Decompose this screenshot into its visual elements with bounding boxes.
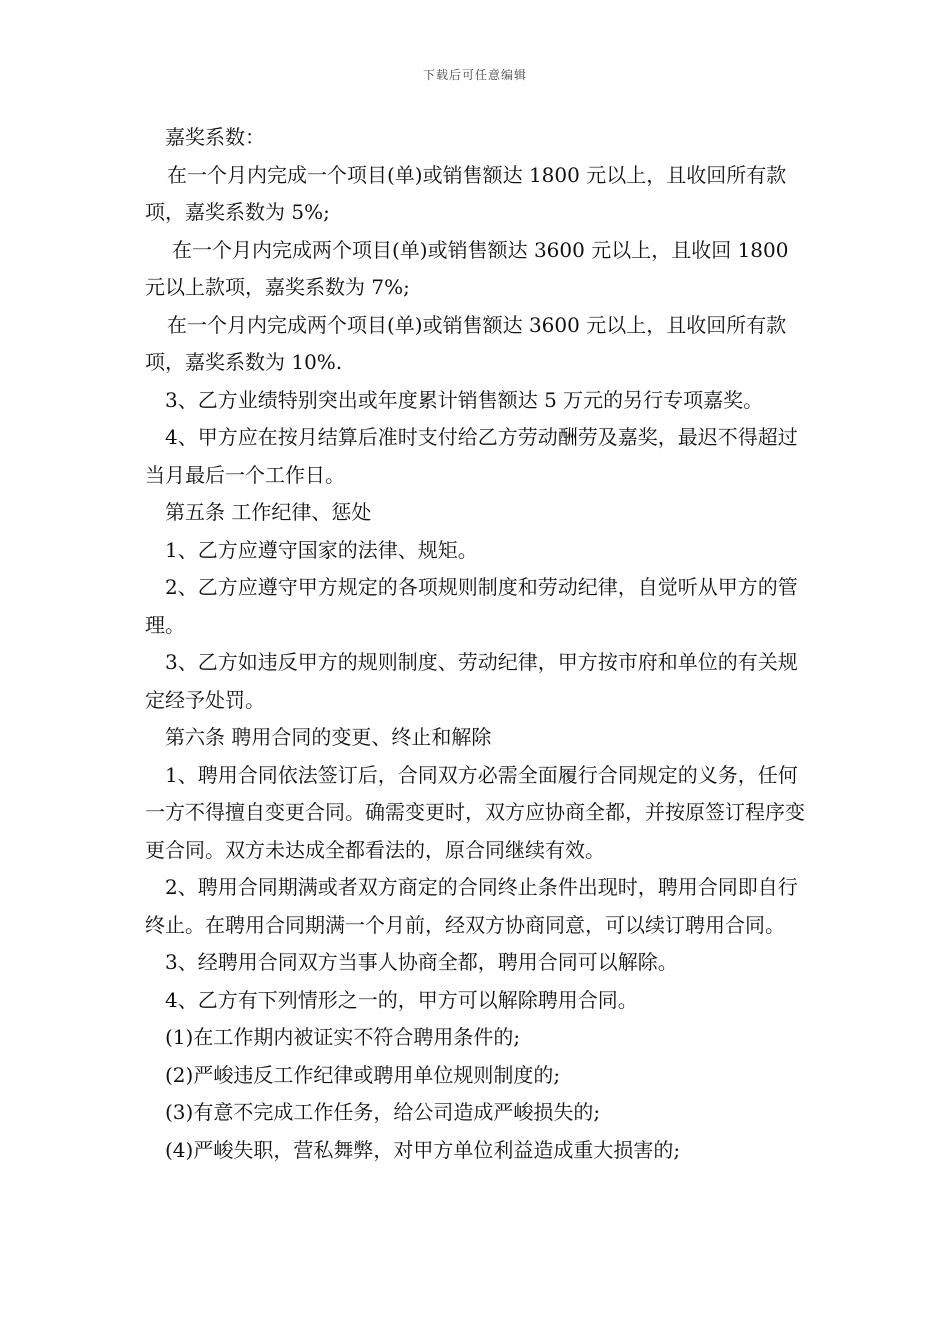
paragraph: 2、聘用合同期满或者双方商定的合同终止条件出现时，聘用合同即自行终止。在聘用合同期满一个月前，经双方协商同意，可以续订聘用合同。 xyxy=(145,875,798,937)
list-item: (3)有意不完成工作任务，给公司造成严峻损失的; xyxy=(165,1100,601,1124)
paragraph: 4、甲方应在按月结算后准时支付给乙方劳动酬劳及嘉奖，最迟不得超过当月最后一个工作日。 xyxy=(145,425,798,487)
section-heading: 第五条 工作纪律、惩处 xyxy=(165,500,372,524)
section-heading: 第六条 聘用合同的变更、终止和解除 xyxy=(165,725,492,749)
paragraph: 在一个月内完成两个项目(单)或销售额达 3600 元以上，且收回所有款项，嘉奖系数为 10%. xyxy=(145,312,787,374)
paragraph: 2、乙方应遵守甲方规定的各项规则制度和劳动纪律，自觉听从甲方的管理。 xyxy=(145,575,798,637)
paragraph: 1、聘用合同依法签订后，合同双方必需全面履行合同规定的义务，任何一方不得擅自变更合同。确需变更时，双方应协商全都，并按原签订程序变更合同。双方未达成全都看法的，原合同继续有效。 xyxy=(145,762,805,862)
list-item: (2)严峻违反工作纪律或聘用单位规则制度的; xyxy=(165,1062,561,1087)
page-header: 下载后可任意编辑 xyxy=(422,68,527,82)
paragraph: 3、经聘用合同双方当事人协商全都，聘用合同可以解除。 xyxy=(165,950,678,974)
paragraph: 在一个月内完成一个项目(单)或销售额达 1800 元以上，且收回所有款项，嘉奖系数为 5%; xyxy=(145,162,787,224)
paragraph: 嘉奖系数： xyxy=(165,125,265,149)
paragraph: 3、乙方业绩特别突出或年度累计销售额达 5 万元的另行专项嘉奖。 xyxy=(165,387,764,412)
list-item: (4)严峻失职，营私舞弊，对甲方单位利益造成重大损害的; xyxy=(165,1137,681,1162)
paragraph: 4、乙方有下列情形之一的，甲方可以解除聘用合同。 xyxy=(165,987,638,1012)
paragraph: 3、乙方如违反甲方的规则制度、劳动纪律，甲方按市府和单位的有关规定经予处罚。 xyxy=(145,650,798,712)
list-item: (1)在工作期内被证实不符合聘用条件的; xyxy=(165,1025,521,1049)
paragraph: 在一个月内完成两个项目(单)或销售额达 3600 元以上，且收回 1800 元以上款项，嘉奖系数为 7%; xyxy=(145,237,795,299)
document-body xyxy=(145,119,810,1169)
paragraph: 1、乙方应遵守国家的法律、规矩。 xyxy=(165,537,478,562)
